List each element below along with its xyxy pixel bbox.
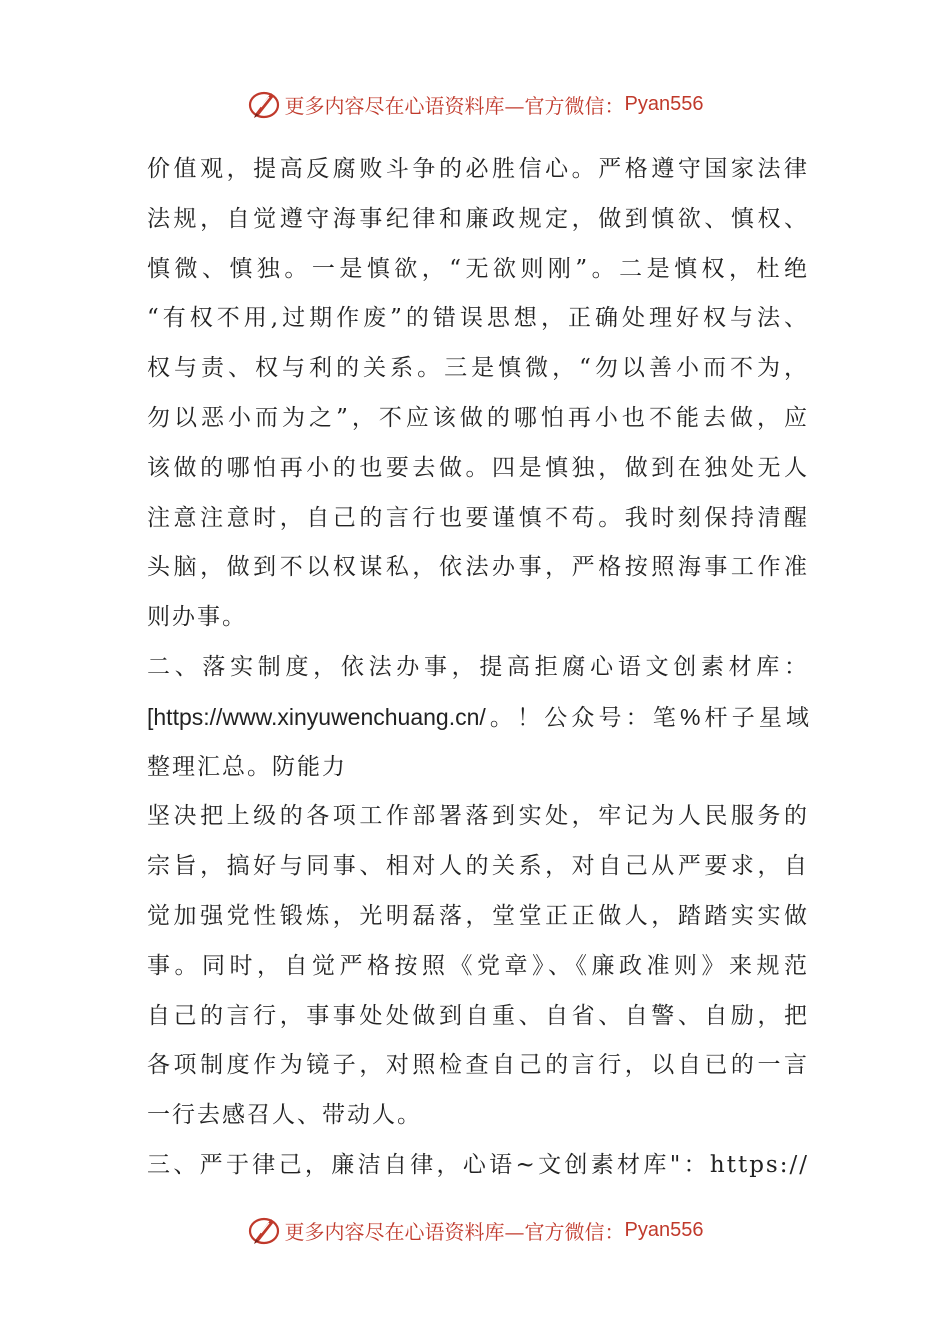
paragraph-line: 头脑，做到不以权谋私，依法办事，严格按照海事工作准	[147, 554, 809, 581]
paragraph-line: 各项制度作为镜子，对照检查自己的言行，以自已的一言	[147, 1052, 809, 1079]
paragraph-line: 注意注意时，自己的言行也要谨慎不苟。我时刻保持清醒	[147, 504, 809, 531]
paragraph-line: [https://www.xinyuwenchuang.cn/。！公众号：笔%杆子星域	[147, 703, 809, 730]
watermark-text: 更多内容尽在心语资料库—官方微信：	[284, 93, 625, 118]
paragraph-line: 价值观，提高反腐败斗争的必胜信心。严格遵守国家法律	[147, 156, 809, 182]
document-body	[147, 145, 809, 1191]
paragraph-line: 宗旨，搞好与同事、相对人的关系，对自己从严要求，自	[147, 853, 809, 880]
paragraph-line: 该做的哪怕再小的也要去做。四是慎独，做到在独处无人	[147, 454, 809, 481]
watermark-account: Pyan556	[624, 1218, 704, 1241]
paragraph-line: 事。同时，自觉严格按照《党章》、《廉政准则》来规范	[147, 952, 809, 979]
paragraph-line: 法规，自觉遵守海事纪律和廉政规定，做到慎欲、慎权、	[147, 205, 809, 232]
paragraph-line: 权与责、权与利的关系。三是慎微，“勿以善小而不为，	[147, 355, 809, 382]
paragraph-line: 觉加强党性锻炼，光明磊落，堂堂正正做人，踏踏实实做	[147, 902, 809, 929]
paragraph-line: “有权不用,过期作废”的错误思想，正确处理好权与法、	[147, 305, 809, 332]
paragraph-line: 慎微、慎独。一是慎欲，“无欲则刚”。二是慎权，杜绝	[147, 255, 809, 282]
paragraph-line: 整理汇总。防能力	[147, 753, 347, 780]
paragraph-line: 则办事。	[147, 604, 247, 631]
footer-watermark-banner	[0, 1210, 950, 1250]
paragraph-line: 一行去感召人、带动人。	[147, 1102, 422, 1129]
paragraph-line: 自己的言行，事事处处做到自重、自省、自警、自励，把	[147, 1002, 809, 1029]
paragraph-line: 勿以恶小而为之”，不应该做的哪怕再小也不能去做，应	[147, 404, 809, 431]
section-heading: 三、严于律己，廉洁自律，心语~文创素材库"：https://	[147, 1151, 809, 1178]
watermark-account: Pyan556	[624, 92, 704, 115]
watermark-text: 更多内容尽在心语资料库—官方微信：	[284, 1219, 625, 1244]
quill-pen-logo-icon	[247, 1213, 281, 1247]
section-heading: 二、落实制度，依法办事，提高拒腐心语文创素材库：	[147, 653, 809, 680]
paragraph-line: 坚决把上级的各项工作部署落到实处，牢记为人民服务的	[147, 803, 809, 830]
quill-pen-logo-icon	[247, 87, 281, 121]
header-watermark-banner	[0, 84, 950, 124]
